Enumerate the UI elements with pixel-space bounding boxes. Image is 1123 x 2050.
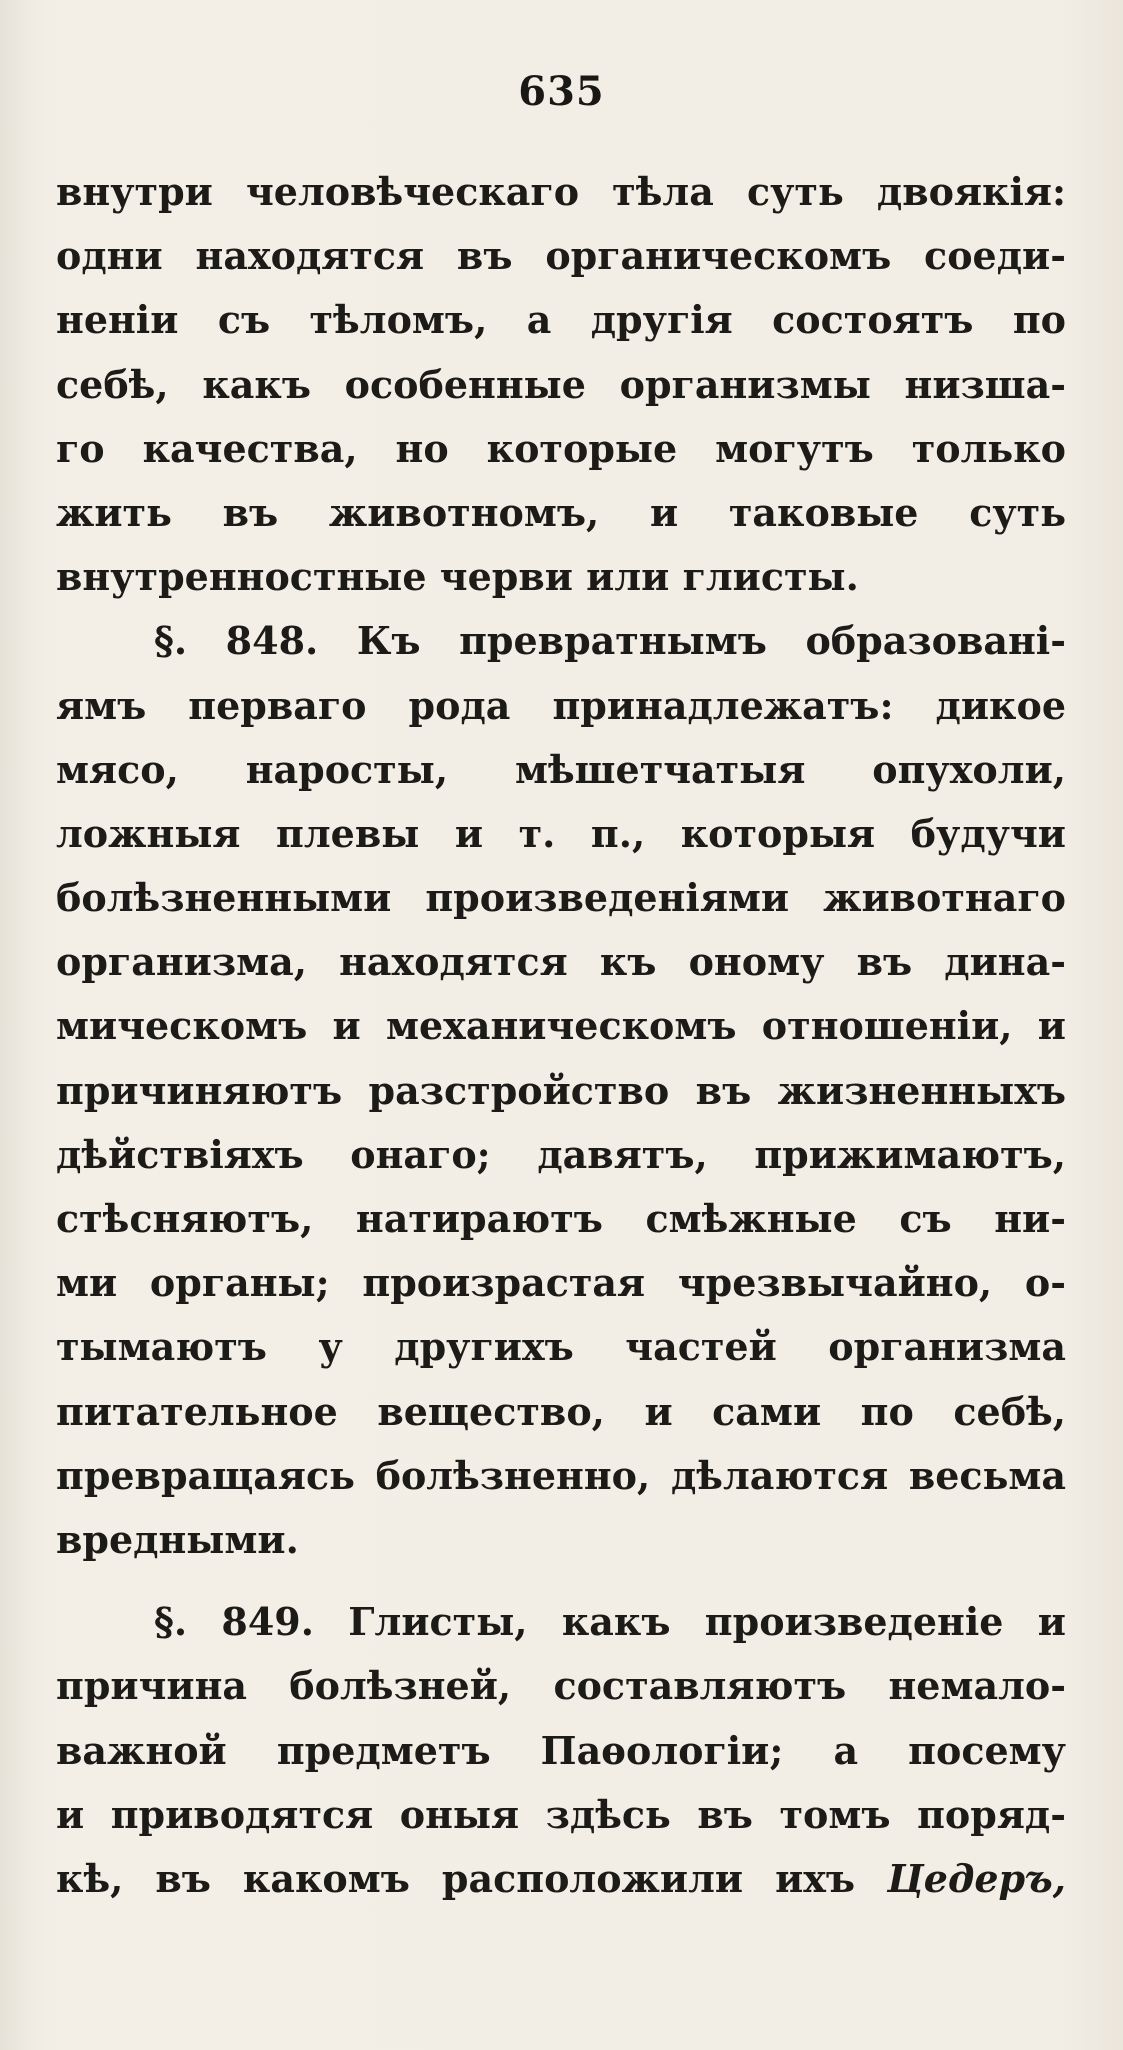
text-line: причиняютъ разстройство въ жизненныхъ: [56, 1067, 1066, 1113]
text-line: §. 849. Глисты, какъ произведеніе и: [154, 1599, 1066, 1645]
text-line: мясо, наросты, мѣшетчатыя опухоли,: [56, 746, 1066, 792]
text-line: превращаясь болѣзненно, дѣлаются весьма: [56, 1452, 1066, 1498]
text-line: го качества, но которые могутъ только: [56, 425, 1066, 471]
text-line: болѣзненными произведеніями животнаго: [56, 875, 1066, 921]
text-line: себѣ, какъ особенные организмы низша-: [56, 361, 1066, 407]
text-line: внутри человѣческаго тѣла суть двоякія:: [56, 169, 1066, 214]
text-line: важной предметъ Паѳологіи; а посему: [56, 1727, 1066, 1773]
text-line: ямъ перваго рода принадлежатъ: дикое: [56, 682, 1066, 728]
text-line: одни находятся въ органическомъ соеди-: [56, 233, 1066, 279]
text-line: ми органы; произрастая чрезвычайно, о-: [56, 1260, 1066, 1306]
text-line: питательное вещество, и сами по себѣ,: [56, 1388, 1066, 1434]
text-line: ложныя плевы и т. п., которыя будучи: [56, 810, 1066, 856]
text-line: мическомъ и механическомъ отношеніи, и: [56, 1003, 1066, 1049]
text-line: стѣсняютъ, натираютъ смѣжные съ ни-: [56, 1196, 1066, 1241]
text-line: вредными.: [56, 1516, 299, 1562]
text-line: внутренностные черви или глисты.: [56, 554, 859, 600]
text-line: §. 848. Къ превратнымъ образовані-: [154, 618, 1066, 664]
paragraph-gap: [56, 1572, 1066, 1590]
text-line: неніи съ тѣломъ, а другія состоятъ по: [56, 297, 1066, 343]
text-line: и приводятся оныя здѣсь въ томъ поряд-: [56, 1791, 1066, 1837]
text-span: кѣ, въ какомъ расположили ихъ: [56, 1855, 856, 1901]
text-line: причина болѣзней, составляютъ немало-: [56, 1663, 1066, 1709]
author-name: Цедеръ,: [887, 1855, 1066, 1901]
page-number: 635: [518, 68, 605, 115]
text-line-final: [56, 1847, 1066, 1911]
text-line: организма, находятся къ оному въ дина-: [56, 939, 1066, 985]
text-line: жить въ животномъ, и таковые суть: [56, 489, 1066, 535]
text-line: тымаютъ у другихъ частей организма: [56, 1324, 1066, 1370]
text-line: дѣйствіяхъ онаго; давятъ, прижимаютъ,: [56, 1131, 1066, 1177]
body-text: [56, 160, 1066, 1911]
